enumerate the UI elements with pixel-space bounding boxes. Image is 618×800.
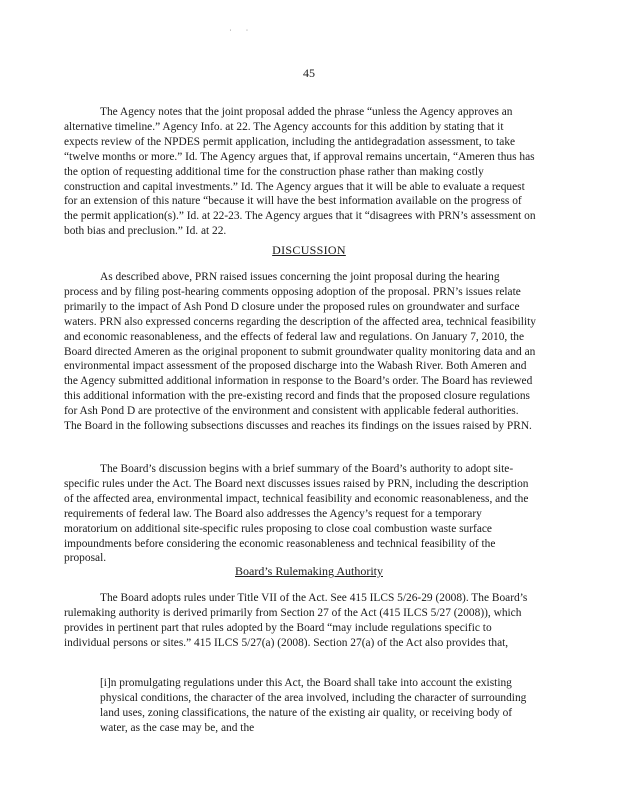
paragraph-discussion-summary	[64, 462, 536, 566]
block-quote: [i]n promulgating regulations under this Act, the Board shall take into account the existing physical conditions, the character of the area involved, including the character of surrounding land uses, zoning classifications, the nature of the existing air quality, or receiving body of water, as the case may be, and the	[100, 677, 527, 734]
heading-discussion: DISCUSSION	[272, 243, 346, 257]
paragraph-text: The Agency notes that the joint proposal added the phrase “unless the Agency approves an alternative timeline.” Agency Info. at 22. The Agency accounts for this addition by stating that it expects review of the NPDES permit application, including the antidegradation assessment, to take “twelve months or more.” Id. The Agency argues that, if approval remains uncertain, “Ameren thus has the option of requesting additional time for the construction phase rather than making costly construction and capital investments.” Id. The Agency argues that it will be able to evaluate a request for an extension of this nature “because it will have the best information available on the progress of the permit application(s).” Id. at 22-23. The Agency argues that it “disagrees with PRN’s assessment on both bias and preclusion.” Id. at 22.	[64, 106, 536, 238]
scan-artifact: ˙ ˙	[229, 28, 255, 37]
paragraph-prn-issues	[64, 270, 536, 434]
paragraph-agency-timeline	[64, 105, 536, 239]
paragraph-text: The Board’s discussion begins with a brief summary of the Board’s authority to adopt site-specific rules under the Act. The Board next discusses issues raised by PRN, including the description of the affected area, environmental impact, technical feasibility and economic reasonableness, and the requirements of federal law. The Board also addresses the Agency’s request for a temporary moratorium on additional site-specific rules proposing to close coal combustion waste surface impoundments before considering the economic reasonableness and technical feasibility of the proposal.	[64, 463, 529, 565]
heading-rulemaking-authority: Board’s Rulemaking Authority	[235, 564, 383, 578]
paragraph-text: The Board adopts rules under Title VII of the Act. See 415 ILCS 5/26-29 (2008). The Board’s rulemaking authority is derived primarily from Section 27 of the Act (415 ILCS 5/27 (2008)), which provides in pertinent part that rules adopted by the Board “may include regulations specific to individual persons or sites.” 415 ILCS 5/27(a) (2008). Section 27(a) of the Act also provides that,	[64, 592, 528, 649]
page-number: 45	[303, 66, 315, 80]
paragraph-text: As described above, PRN raised issues concerning the joint proposal during the hearing process and by filing post-hearing comments opposing adoption of the proposal. PRN’s issues relate primarily to the impact of Ash Pond D closure under the proposed rules on groundwater and surface waters. PRN also expressed concerns regarding the description of the affected area, technical feasibility and economic reasonableness, and the effects of federal law and regulations. On January 7, 2010, the Board directed Ameren as the original proponent to submit groundwater quality monitoring data and an environmental impact assessment of the proposed discharge into the Wabash River. Both Ameren and the Agency submitted additional information in response to the Board’s order. The Board has reviewed this additional information with the pre-existing record and finds that the proposed closure regulations for Ash Pond D are protective of the environment and consistent with applicable federal authorities. The Board in the following subsections discusses and reaches its findings on the issues raised by PRN.	[64, 271, 536, 433]
paragraph-rulemaking-authority	[64, 591, 536, 651]
